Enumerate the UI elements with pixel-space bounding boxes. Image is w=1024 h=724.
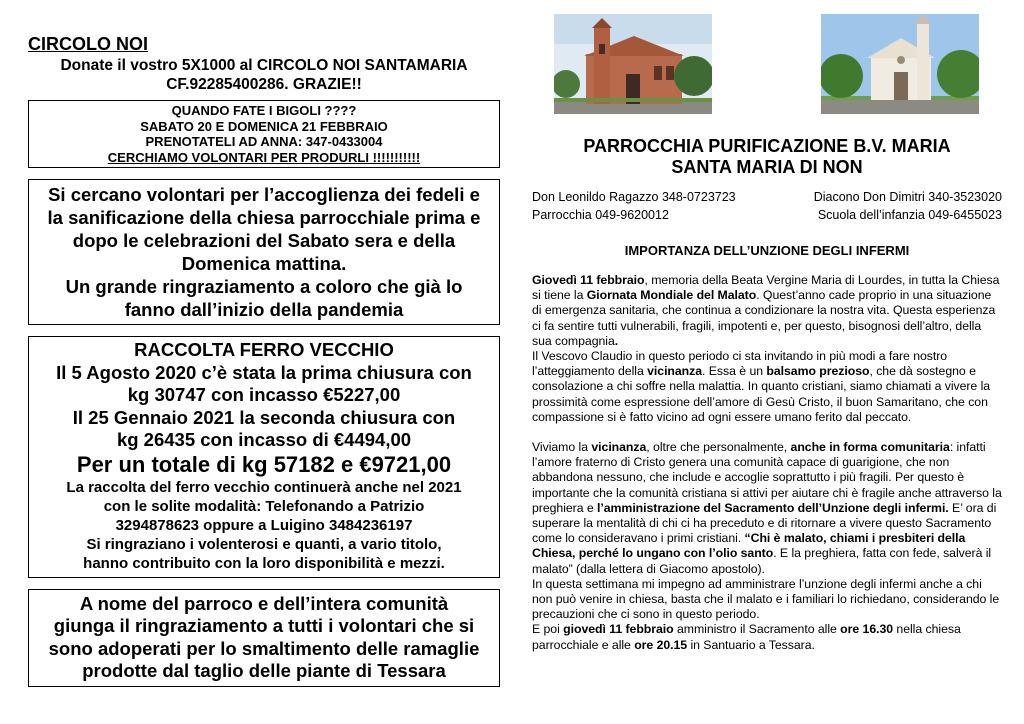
p2-bold-1: vicinanza xyxy=(591,440,647,455)
p1-bold-5: balsamo prezioso xyxy=(766,364,870,379)
thanks-line-2: giunga il ringraziamento a tutti i volontari che si xyxy=(53,615,475,636)
contact-deacon: Diacono Don Dimitri 340-3523020 xyxy=(813,190,1002,204)
iron-small-2: con le solite modalità: Telefonando a Patrizio xyxy=(103,497,425,515)
bigoli-line-2: SABATO 20 E DOMENICA 21 FEBBRAIO xyxy=(140,118,388,134)
thanks-line-1: A nome del parroco e dell’intera comunità xyxy=(79,592,449,614)
donate-line-1: Donate il vostro 5X1000 al CIRCOLO NOI SANTAMARIA xyxy=(60,57,468,74)
bigoli-box xyxy=(28,100,500,168)
article-heading: IMPORTANZA DELL’UNZIONE DEGLI INFERMI xyxy=(624,243,910,258)
iron-collection-box xyxy=(28,336,500,578)
p2-text-9: nella chiesa parrocchiale e alle xyxy=(532,622,961,652)
iron-total: Per un totale di kg 57182 e €9721,00 xyxy=(76,451,452,477)
p1-text-1: , memoria della Beata Vergine Maria di Lourdes, in tutta la Chiesa si tiene la xyxy=(532,273,1000,303)
p2-bold-4: “Chi è malato, chiami i presbiteri della Chiesa, perché lo ungano con l’olio santo xyxy=(532,531,966,561)
thanks-line-3: sono adoperati per lo smaltimento delle ramaglie xyxy=(48,637,480,659)
parish-line-2: SANTA MARIA DI NON xyxy=(671,157,863,177)
iron-small-3: 3294878623 oppure a Luigino 3484236197 xyxy=(115,516,413,534)
p1-text-3: Il Vescovo Claudio in questo periodo ci sta invitando in più modi a fare nostro l’atteggiamento della xyxy=(532,349,948,379)
p1-text-5: , che dà sostegno e consolazione a chi soffre nella malattia. In quanto cristiani, siamo chiamati a vivere la prossimità come espressione dell’amore di Gesù Cristo, il buon Samaritano, che con compassione si è fatto vicino ad ogni essere umano ferito dal peccato. xyxy=(532,364,991,424)
bigoli-line-4: CERCHIAMO VOLONTARI PER PRODURLI !!!!!!!!!!! xyxy=(107,149,421,165)
bigoli-line-1: QUANDO FATE I BIGOLI ???? xyxy=(171,103,357,118)
p2-text-6: In questa settimana mi impegno ad amministrare l’unzione degli infermi anche a chi non può venire in chiesa, basta che il malato e i familiari lo richiedano, considerando le precauzioni che ci sono in questo periodo. xyxy=(532,576,1000,622)
p1-text-4: . Essa è un xyxy=(702,364,767,379)
iron-line-1: Il 5 Agosto 2020 c’è stata la prima chiusura con xyxy=(56,361,472,383)
volunteers-box xyxy=(28,179,500,325)
volunteers-line-2: la sanificazione della chiesa parrocchiale prima e xyxy=(47,207,481,228)
bigoli-line-3: PRENOTATELI AD ANNA: 347-0433004 xyxy=(145,134,383,149)
p2-text-5: . E la preghiera, fatta con fede, salverà il malato” (dalla lettera di Giacomo apostolo). xyxy=(532,546,992,576)
circolo-title: CIRCOLO NOI xyxy=(28,34,148,54)
article-paragraph-2 xyxy=(532,440,1002,653)
volunteers-line-1: Si cercano volontari per l’accoglienza dei fedeli e xyxy=(48,184,480,205)
paragraph-gap xyxy=(532,425,1002,440)
p1-bold-2: Giornata Mondiale del Malato xyxy=(586,288,757,303)
contact-parish-office: Parrocchia 049-9620012 xyxy=(532,208,669,222)
iron-small-1: La raccolta del ferro vecchio continuerà anche nel 2021 xyxy=(66,478,462,496)
church-photo-brick xyxy=(554,14,712,114)
volunteers-line-5: Un grande ringraziamento a coloro che già lo xyxy=(65,276,463,297)
donate-notice xyxy=(28,56,500,94)
p2-text-3: : infatti l’amore fraterno di Cristo genera una comunità capace di guarigione, che non abbandona nessuno, che include e accoglie soprattutto i più fragili. Per questo è importante che la comunità cristiana si attivi per aiutare chi è fragile anche attraverso la preghiera e xyxy=(532,440,1002,515)
parish-name xyxy=(532,136,1002,178)
volunteers-line-6: fanno dall’inizio della pandemia xyxy=(124,299,404,320)
photo-strip xyxy=(532,14,1002,114)
article-body xyxy=(532,273,1002,653)
iron-small-4: Si ringraziano i volenterosi e quanti, a vario titolo, xyxy=(86,535,442,553)
p2-text-2: , oltre che personalmente, xyxy=(646,440,791,455)
volunteers-line-3: dopo le celebrazioni del Sabato sera e della xyxy=(72,230,456,251)
contact-nursery-school: Scuola dell’infanzia 049-6455023 xyxy=(817,208,1002,222)
p1-bold-1: Giovedì 11 febbraio xyxy=(532,273,645,287)
p2-text-10: in Santuario a Tessara. xyxy=(687,637,815,652)
p2-text-8: amministro il Sacramento alle xyxy=(673,622,841,637)
left-column xyxy=(28,34,500,687)
iron-line-3: Il 25 Gennaio 2021 la seconda chiusura con xyxy=(72,406,456,428)
p1-bold-4: vicinanza xyxy=(647,364,703,379)
parish-line-1: PARROCCHIA PURIFICAZIONE B.V. MARIA xyxy=(583,136,951,156)
p2-bold-5: giovedì 11 febbraio xyxy=(563,622,674,637)
thanks-box xyxy=(28,589,500,687)
p1-bold-3: . xyxy=(614,333,619,348)
volunteers-line-4: Domenica mattina. xyxy=(181,253,347,274)
p2-bold-7: ore 20.15 xyxy=(634,637,688,652)
p2-bold-2: anche in forma comunitaria xyxy=(790,440,950,455)
parish-contacts xyxy=(532,188,1002,224)
article-paragraph-1 xyxy=(532,273,1002,425)
thanks-line-4: prodotte dal taglio delle piante di Tessara xyxy=(82,660,446,681)
p2-bold-6: ore 16.30 xyxy=(840,622,894,637)
contact-parish-priest: Don Leonildo Ragazzo 348-0723723 xyxy=(532,190,736,204)
p2-text-1: Viviamo la xyxy=(532,440,592,455)
donate-line-2: CF.92285400286. GRAZIE!! xyxy=(166,76,362,93)
church-photo-white xyxy=(821,14,979,114)
iron-title: RACCOLTA FERRO VECCHIO xyxy=(134,339,394,360)
iron-line-2: kg 30747 con incasso €5227,00 xyxy=(127,384,401,405)
iron-small-5: hanno contribuito con la loro disponibilità e mezzi. xyxy=(83,554,445,572)
p2-text-7: E poi xyxy=(532,622,564,637)
p2-bold-3: l’amministrazione del Sacramento dell’Unzione degli infermi. xyxy=(597,500,949,515)
p2-text-4: E’ ora di superare la mentalità di chi ci ha preceduto e di ritornare a vivere questo Sacramento come lo consideravano i primi cristiani. xyxy=(532,500,997,546)
right-column xyxy=(532,14,1002,653)
iron-line-4: kg 26435 con incasso di €4494,00 xyxy=(116,429,412,450)
p1-text-2: . Quest’anno cade proprio in una situazione di emergenza sanitaria, che continua a condizionare la nostra vita. Questa esperienza ci fa sentire tutti vulnerabili, fragili, impotenti e, per questo, bisognosi dell’altro, della sua compagnia xyxy=(532,288,996,348)
